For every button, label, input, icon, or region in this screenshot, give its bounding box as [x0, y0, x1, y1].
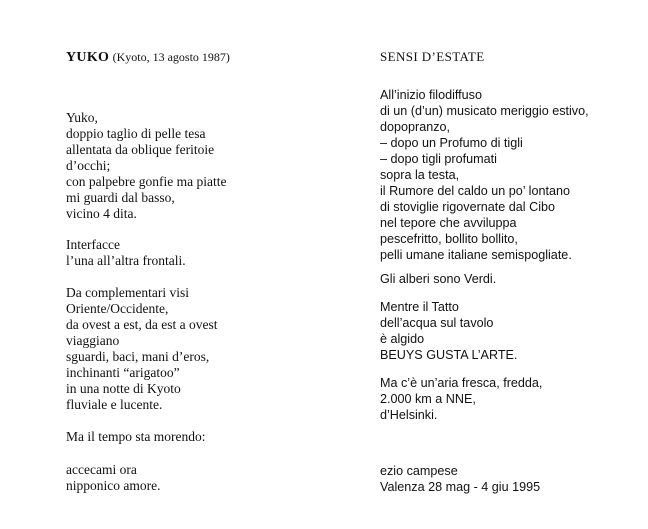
poem-line: 2.000 km a NNE,: [380, 392, 476, 406]
poem-place-date: Valenza 28 mag - 4 giu 1995: [380, 480, 541, 494]
poem-line: Interfacce: [66, 237, 120, 252]
poem-line: vicino 4 dita.: [66, 206, 137, 221]
poem-line: pescefritto, bollito bollito,: [380, 232, 518, 246]
poem-line: mi guardi dal basso,: [66, 190, 175, 205]
poem-line: – dopo un Profumo di tigli: [380, 136, 523, 150]
poem-line: da ovest a est, da est a ovest: [66, 317, 218, 332]
poem-line: viaggiano: [66, 333, 120, 348]
poem-line: dopopranzo,: [380, 120, 451, 134]
poem-yuko-title: [66, 49, 230, 66]
poem-line: sopra la testa,: [380, 168, 460, 182]
poem-line: fluviale e lucente.: [66, 397, 163, 412]
poem-line: All’inizio filodiffuso: [380, 88, 482, 102]
poem-line: con palpebre gonfie ma piatte: [66, 174, 227, 189]
poem-line: è algido: [380, 332, 425, 346]
poem-line: pelli umane italiane semispogliate.: [380, 248, 572, 262]
poem-line: BEUYS GUSTA L’ARTE.: [380, 348, 518, 362]
poem-line: allentata da oblique feritoie: [66, 142, 215, 157]
poem-line: Gli alberi sono Verdi.: [380, 272, 497, 286]
poem-line: di un (d’un) musicato meriggio estivo,: [380, 104, 589, 118]
poem-line: di stoviglie rigovernate dal Cibo: [380, 200, 556, 214]
poem-line: d’Helsinki.: [380, 408, 438, 422]
poem-line: Oriente/Occidente,: [66, 301, 169, 316]
poem-line: Ma c’è un’aria fresca, fredda,: [380, 376, 543, 390]
poem-line: Mentre il Tatto: [380, 300, 459, 314]
poem-line: sguardi, baci, mani d’eros,: [66, 349, 210, 364]
poem-line: nipponico amore.: [66, 478, 161, 493]
poem-line: accecami ora: [66, 462, 137, 477]
poem-line: – dopo tigli profumati: [380, 152, 497, 166]
poem-line: d’occhi;: [66, 158, 111, 173]
poem-line: Da complementari visi: [66, 285, 189, 300]
poem-line: doppio taglio di pelle tesa: [66, 126, 206, 141]
poem-line: nel tepore che avviluppa: [380, 216, 517, 230]
poem-line: l’una all’altra frontali.: [66, 253, 186, 268]
poem-line: Yuko,: [66, 110, 98, 125]
poem-line: dell’acqua sul tavolo: [380, 316, 494, 330]
poem-title-name: YUKO: [66, 50, 110, 65]
poem-line: inchinanti “arigatoo”: [66, 365, 180, 380]
poem-sensi-title: SENSI D’ESTATE: [380, 49, 485, 64]
poem-title-place-date: (Kyoto, 13 agosto 1987): [112, 50, 230, 64]
poem-line: in una notte di Kyoto: [66, 381, 181, 396]
poem-line: Ma il tempo sta morendo:: [66, 429, 206, 444]
poem-line: il Rumore del caldo un po’ lontano: [380, 184, 570, 198]
poem-signature: ezio campese: [380, 464, 458, 478]
